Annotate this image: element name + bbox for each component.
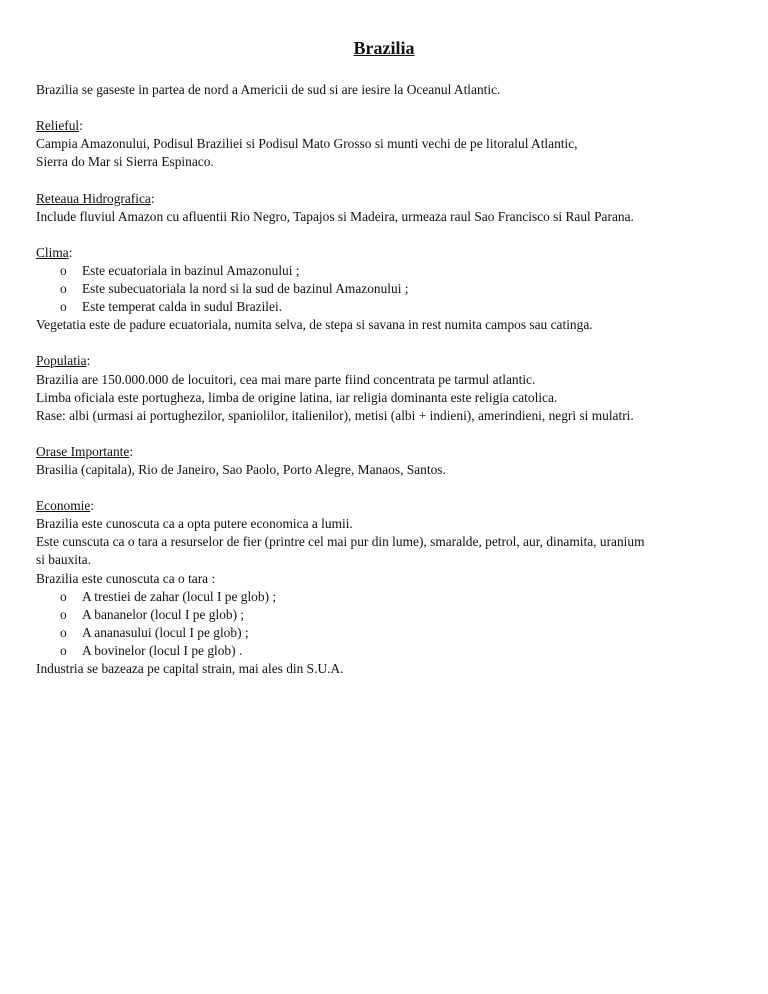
population-line: Brazilia are 150.000.000 de locuitori, cea mai mare parte fiind concentrata pe tarmul atlantic. bbox=[36, 371, 536, 387]
bullet-icon: o bbox=[60, 606, 67, 622]
section-heading-hydro bbox=[36, 190, 736, 208]
economy-line: si bauxita. bbox=[36, 552, 92, 568]
bullet-icon: o bbox=[60, 299, 67, 315]
relief-line: Sierra do Mar si Sierra Espinaco. bbox=[36, 154, 214, 170]
economy-line: Brazilia este cunoscuta ca o tara : bbox=[36, 570, 216, 586]
heading-colon: : bbox=[79, 118, 83, 134]
section-heading-relief bbox=[36, 117, 736, 135]
paragraph-gap bbox=[36, 334, 736, 352]
economy-bullet-text: A ananasului (locul I pe glob) ; bbox=[82, 624, 249, 640]
bullet-icon: o bbox=[60, 281, 67, 297]
economy-bullet-item bbox=[36, 588, 736, 606]
economy-bullet-item bbox=[36, 606, 736, 624]
population-line: Limba oficiala este portugheza, limba de origine latina, iar religia dominanta este religia catolica. bbox=[36, 389, 558, 405]
economy-bullet-text: A bananelor (locul I pe glob) ; bbox=[82, 606, 245, 622]
paragraph-gap bbox=[36, 171, 736, 189]
bullet-icon: o bbox=[60, 262, 67, 278]
economy-heading: Economie bbox=[36, 498, 91, 514]
economy-bullet-text: A bovinelor (locul I pe glob) . bbox=[82, 642, 243, 658]
paragraph-gap bbox=[36, 99, 736, 117]
paragraph-gap bbox=[36, 425, 736, 443]
economy-bullet-item bbox=[36, 642, 736, 660]
population-heading: Populatia bbox=[36, 353, 87, 369]
bullet-icon: o bbox=[60, 624, 67, 640]
climate-bullet-item bbox=[36, 298, 736, 316]
cities-line: Brasilia (capitala), Rio de Janeiro, Sao Paolo, Porto Alegre, Manaos, Santos. bbox=[36, 461, 446, 477]
hydro-line: Include fluviul Amazon cu afluentii Rio Negro, Tapajos si Madeira, urmeaza raul Sao Francisco si Raul Parana. bbox=[36, 208, 634, 224]
heading-colon: : bbox=[129, 443, 134, 459]
bullet-icon: o bbox=[60, 642, 67, 658]
climate-bullet-item bbox=[36, 262, 736, 280]
vegetation-line: Vegetatia este de padure ecuatoriala, numita selva, de stepa si savana in rest numita campos sau catinga. bbox=[36, 317, 593, 333]
section-heading-climate bbox=[36, 244, 736, 262]
relief-heading: Relieful bbox=[36, 118, 80, 134]
bullet-icon: o bbox=[60, 588, 67, 604]
heading-colon: : bbox=[90, 498, 95, 514]
section-heading-cities bbox=[36, 443, 736, 461]
economy-line: Brazilia este cunoscuta ca a opta putere economica a lumii. bbox=[36, 516, 353, 532]
economy-bullet-text: A trestiei de zahar (locul I pe glob) ; bbox=[82, 588, 277, 604]
economy-line: Este cunscuta ca o tara a resurselor de fier (printre cel mai pur din lume), smaralde, petrol, aur, dinamita, uranium bbox=[36, 534, 645, 550]
section-heading-population bbox=[36, 352, 736, 370]
heading-colon: : bbox=[68, 244, 73, 260]
population-line: Rase: albi (urmasi ai portughezilor, spaniolilor, italienilor), metisi (albi + indieni), amerindieni, negri si mulatri. bbox=[36, 407, 634, 423]
climate-bullet-item bbox=[36, 280, 736, 298]
document-body bbox=[36, 81, 736, 678]
climate-bullet-text: Este subecuatoriala la nord si la sud de bazinul Amazonului ; bbox=[82, 281, 409, 297]
climate-bullet-text: Este ecuatoriala in bazinul Amazonului ; bbox=[82, 262, 300, 278]
document-title: Brazilia bbox=[353, 38, 415, 58]
hydro-heading: Reteaua Hidrografica bbox=[36, 190, 151, 206]
industry-line: Industria se bazeaza pe capital strain, mai ales din S.U.A. bbox=[36, 661, 344, 676]
section-heading-economy bbox=[36, 497, 736, 515]
relief-line: Campia Amazonului, Podisul Braziliei si Podisul Mato Grosso si munti vechi de pe litoralul Atlantic, bbox=[36, 136, 578, 152]
paragraph-gap bbox=[36, 479, 736, 497]
paragraph-gap bbox=[36, 226, 736, 244]
intro-paragraph: Brazilia se gaseste in partea de nord a Americii de sud si are iesire la Oceanul Atlantic. bbox=[36, 82, 501, 97]
heading-colon: : bbox=[86, 353, 91, 369]
cities-heading: Orase Importante bbox=[36, 443, 130, 459]
heading-colon: : bbox=[150, 190, 155, 206]
climate-bullet-text: Este temperat calda in sudul Brazilei. bbox=[82, 299, 283, 315]
economy-bullet-item bbox=[36, 624, 736, 642]
climate-heading: Clima bbox=[36, 244, 69, 260]
